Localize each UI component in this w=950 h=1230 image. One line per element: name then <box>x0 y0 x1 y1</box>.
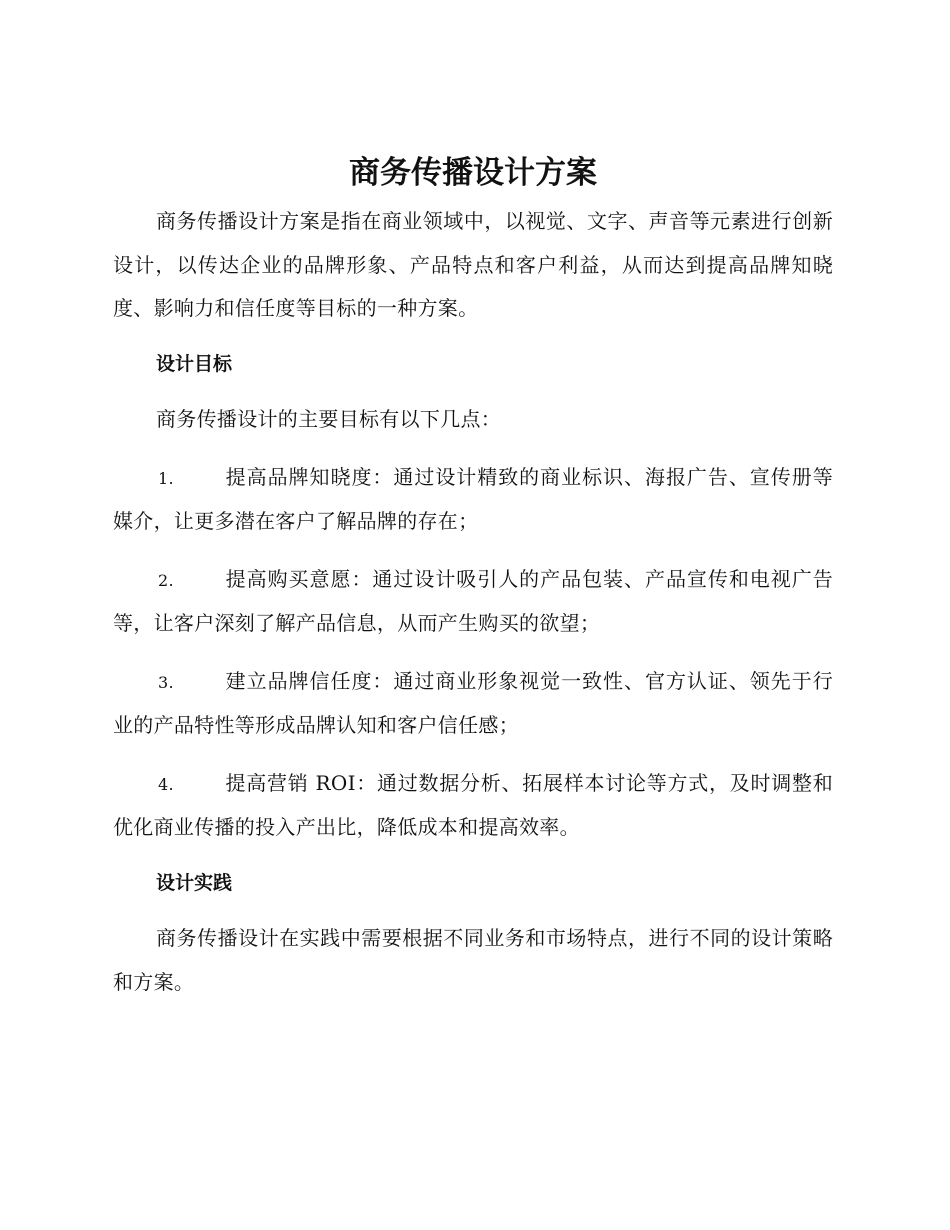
spacer <box>113 331 833 343</box>
spacer <box>113 544 833 558</box>
document-title: 商务传播设计方案 <box>349 155 597 191</box>
spacer <box>113 386 833 398</box>
spacer <box>113 442 833 456</box>
goal-list-item <box>113 660 833 748</box>
spacer <box>113 850 833 862</box>
spacer <box>113 905 833 917</box>
goals-lead-paragraph: 商务传播设计的主要目标有以下几点： <box>156 407 502 431</box>
spacer <box>113 646 833 660</box>
list-item-text: 提高购买意愿：通过设计吸引人的产品包装、产品宣传和电视广告等，让客户深刻了解产品信息，从而产生购买的欲望； <box>113 566 833 635</box>
section-heading-goals: 设计目标 <box>156 352 233 375</box>
list-number: 1. <box>158 468 174 488</box>
list-number: 2. <box>158 570 174 590</box>
document-content <box>113 146 833 1004</box>
section-heading-practice: 设计实践 <box>156 871 233 894</box>
practice-paragraph: 商务传播设计在实践中需要根据不同业务和市场特点，进行不同的设计策略和方案。 <box>113 926 833 994</box>
list-number: 3. <box>158 672 174 692</box>
goal-list-item <box>113 456 833 544</box>
list-item-text: 建立品牌信任度：通过商业形象视觉一致性、官方认证、领先于行业的产品特性等形成品牌认知和客户信任感； <box>113 668 833 737</box>
list-item-text: 提高营销 ROI：通过数据分析、拓展样本讨论等方式，及时调整和优化商业传播的投入产出比，降低成本和提高效率。 <box>113 770 833 839</box>
spacer <box>113 748 833 762</box>
intro-paragraph: 商务传播设计方案是指在商业领域中，以视觉、文字、声音等元素进行创新设计，以传达企业的品牌形象、产品特点和客户利益，从而达到提高品牌知晓度、影响力和信任度等目标的一种方案。 <box>113 209 833 320</box>
list-number: 4. <box>158 774 174 794</box>
goal-list-item <box>113 762 833 850</box>
goal-list-item <box>113 558 833 646</box>
list-item-text: 提高品牌知晓度：通过设计精致的商业标识、海报广告、宣传册等媒介，让更多潜在客户了解品牌的存在； <box>113 464 833 533</box>
